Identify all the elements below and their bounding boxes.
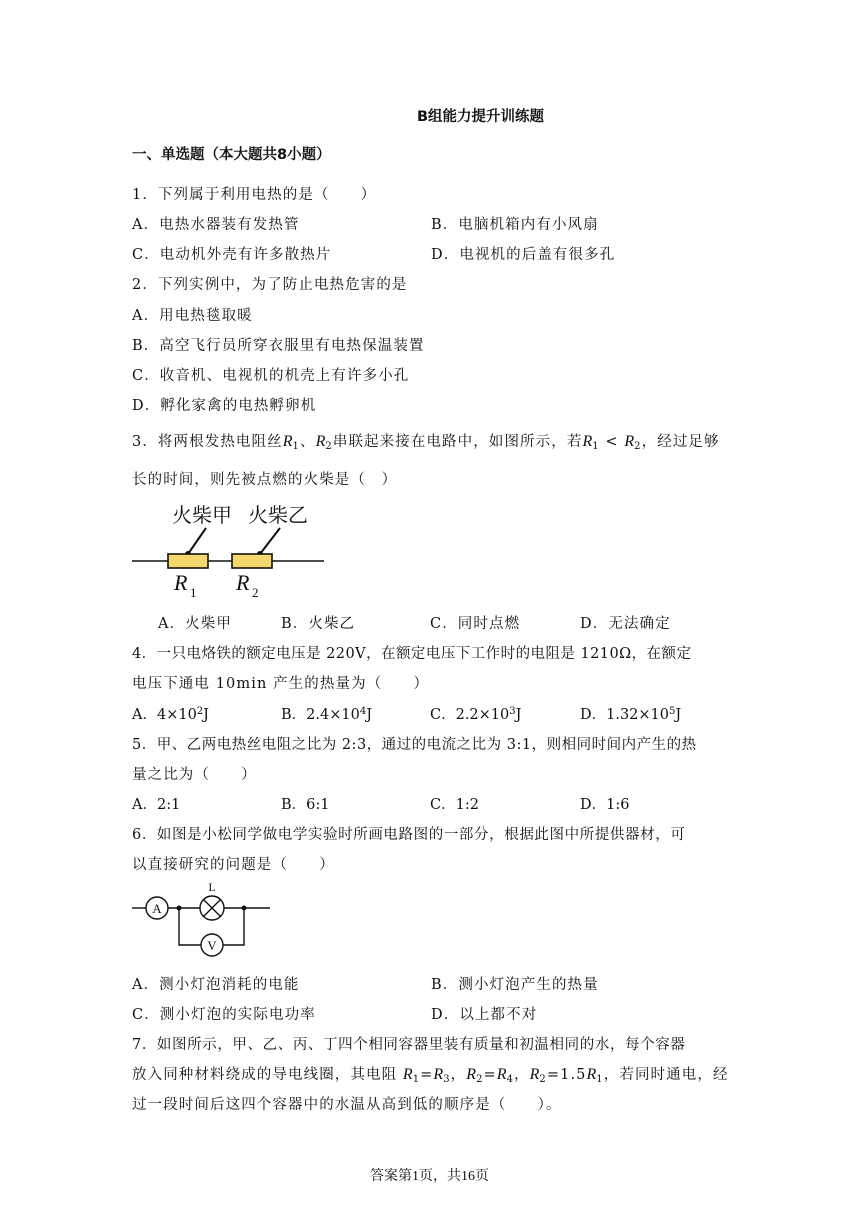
q3-stem-c: ，经过足够 (641, 434, 720, 450)
q3-fig-r1: R (174, 570, 188, 595)
q3-fig-label-jia: 火柴甲 (172, 503, 232, 527)
q3-stem-line2: 长的时间，则先被点燃的火柴是（ ） (132, 472, 398, 488)
q2-option-b: B．高空飞行员所穿衣服里有电热保温装置 (132, 338, 425, 354)
q2-option-d: D．孵化家禽的电热孵卵机 (132, 398, 317, 414)
q2-stem: 2．下列实例中，为了防止电热危害的是 (132, 277, 408, 293)
q3-option-c: C．同时点燃 (430, 616, 521, 632)
q6-option-d: D．以上都不对 (431, 1007, 538, 1023)
q1-option-d: D．电视机的后盖有很多孔 (431, 247, 616, 263)
q3-match-jia-stick (188, 528, 206, 554)
q3-circuit-figure (128, 498, 328, 603)
q3-stem-b: 串联起来接在电路中，如图所示，若 (332, 434, 583, 450)
page-title: B组能力提升训练题 (417, 109, 545, 125)
q1-option-a: A．电热水器装有发热管 (132, 217, 300, 233)
q7-line2-b: ，若同时通电，经 (603, 1067, 729, 1083)
q4-option-c: C．$2.2\times 10^3J$ (430, 706, 522, 723)
page-footer: 答案第1页，共16页 (370, 1169, 489, 1184)
q6-option-a: A．测小灯泡消耗的电能 (132, 977, 300, 993)
q2-option-a: A．用电热毯取暖 (132, 308, 253, 324)
q5-line1: 5．甲、乙两电热丝电阻之比为 2:3，通过的电流之比为 3:1，则相同时间内产生的热 (132, 737, 697, 753)
q4-line1: 4．一只电烙铁的额定电压是 220V，在额定电压下工作时的电阻是 1210Ω，在额定 (132, 646, 692, 662)
q3-option-a: A．火柴甲 (158, 616, 232, 632)
q7-line1: 7．如图所示，甲、乙、丙、丁四个相同容器里装有质量和初温相同的水，每个容器 (132, 1037, 686, 1053)
q5-option-c: C．1:2 (430, 797, 479, 813)
q4-option-a: A．$4\times 10^2J$ (132, 706, 209, 723)
q6-wire-v-left (179, 908, 201, 945)
q3-stem-line1: 3．将两根发热电阻丝$R_1$、$R_2$串联起来接在电路中，如图所示，若$R_1 < R_2$，经过足够 (132, 433, 720, 452)
q3-stem-a: 3．将两根发热电阻丝 (132, 434, 283, 450)
q6-line1: 6．如图是小松同学做电学实验时所画电路图的一部分，根据此图中所提供器材，可 (132, 827, 686, 843)
q3-fig-r2-sub: 2 (252, 585, 259, 600)
q1-stem: 1．下列属于利用电热的是（ ） (132, 187, 377, 203)
q6-option-b: B．测小灯泡产生的热量 (431, 977, 599, 993)
q5-line2: 量之比为（ ） (132, 767, 257, 783)
q1-option-c: C．电动机外壳有许多散热片 (132, 247, 332, 263)
q3-option-d: D．无法确定 (580, 616, 671, 632)
q7-line2-a: 放入同种材料绕成的导电线圈，其电阻 (132, 1067, 398, 1083)
q3-option-b: B．火柴乙 (281, 616, 356, 632)
q1-option-b: B．电脑机箱内有小风扇 (431, 217, 599, 233)
q6-circuit-figure (128, 874, 274, 964)
q4-option-d: D．$1.32\times 10^5J$ (580, 706, 682, 723)
q6-fig-voltmeter-label: V (207, 938, 217, 953)
q3-resistor-r2 (232, 554, 272, 568)
q3-fig-r1-sub: 1 (190, 585, 197, 600)
q7-line2: 放入同种材料绕成的导电线圈，其电阻 $R_1=R_3$，$R_2=R_4$，$R_2=1.5R_1$，若同时通电，经 (132, 1066, 729, 1085)
q5-option-a: A．2:1 (132, 797, 181, 813)
q3-fig-label-yi: 火柴乙 (248, 503, 308, 527)
q4-option-b: B．$2.4\times 10^4J$ (281, 706, 373, 723)
q5-option-b: B．6:1 (281, 797, 330, 813)
section-heading: 一、单选题（本大题共8小题） (132, 147, 331, 163)
q3-match-yi-stick (260, 528, 280, 554)
q6-fig-lamp-label: L (208, 880, 216, 894)
q6-fig-ammeter-label: A (152, 901, 162, 916)
q7-line3: 过一段时间后这四个容器中的水温从高到低的顺序是（ ）。 (132, 1097, 562, 1113)
q3-fig-r2: R (236, 570, 250, 595)
q6-line2: 以直接研究的问题是（ ） (132, 857, 335, 873)
q6-wire-v-right (223, 908, 244, 945)
q4-line2: 电压下通电 10min 产生的热量为（ ） (132, 676, 430, 692)
q2-option-c: C．收音机、电视机的机壳上有许多小孔 (132, 368, 410, 384)
q3-resistor-r1 (168, 554, 208, 568)
q5-option-d: D．1:6 (580, 797, 630, 813)
q6-option-c: C．测小灯泡的实际电功率 (132, 1007, 316, 1023)
